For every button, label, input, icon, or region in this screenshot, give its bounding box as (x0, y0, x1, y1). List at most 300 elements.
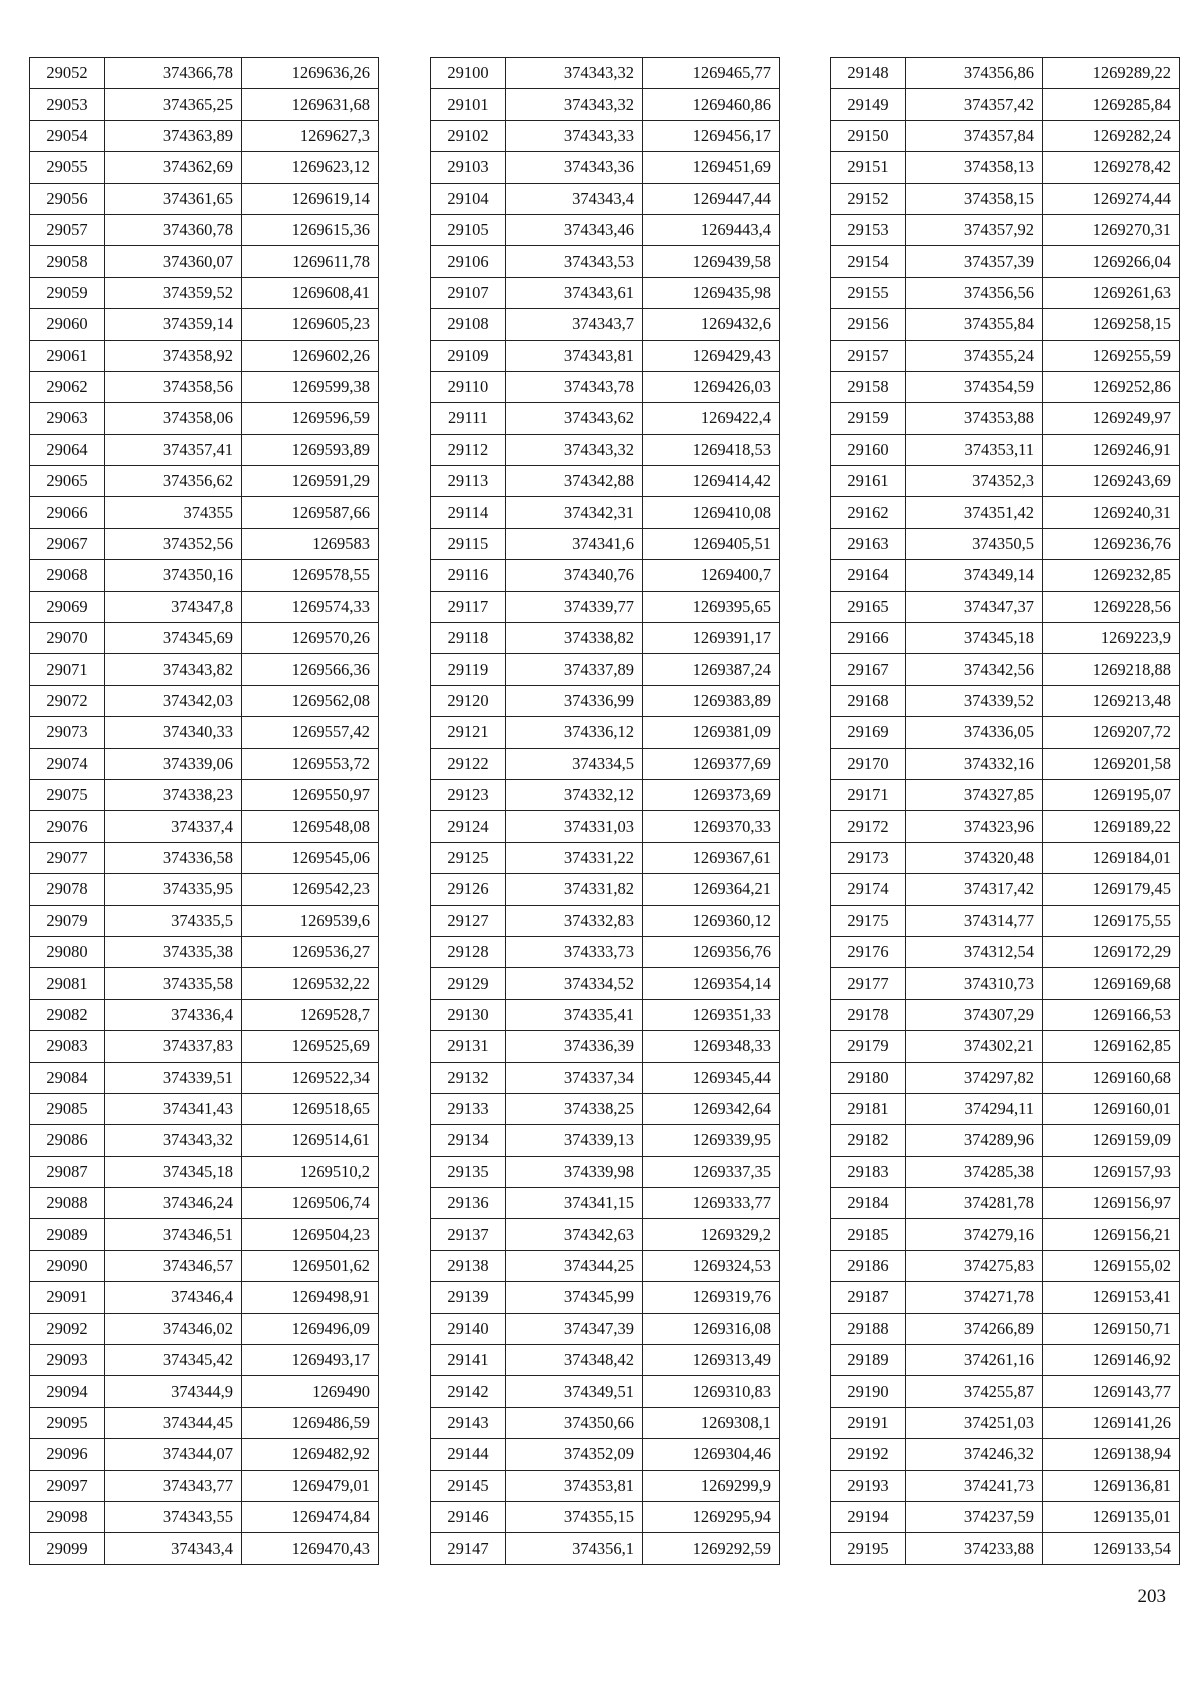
x-coordinate-cell: 374271,78 (906, 1282, 1043, 1313)
coordinate-table-1 (29, 57, 379, 1565)
table-row (30, 905, 379, 936)
x-coordinate-cell: 374351,42 (906, 497, 1043, 528)
x-coordinate-cell: 374346,4 (105, 1282, 242, 1313)
y-coordinate-cell: 1269528,7 (242, 999, 379, 1030)
point-number-cell: 29176 (831, 936, 906, 967)
x-coordinate-cell: 374307,29 (906, 999, 1043, 1030)
table-row (831, 1156, 1180, 1187)
x-coordinate-cell: 374346,51 (105, 1219, 242, 1250)
y-coordinate-cell: 1269308,1 (643, 1407, 780, 1438)
point-number-cell: 29128 (431, 936, 506, 967)
x-coordinate-cell: 374346,57 (105, 1250, 242, 1281)
y-coordinate-cell: 1269623,12 (242, 152, 379, 183)
table-row (30, 183, 379, 214)
y-coordinate-cell: 1269410,08 (643, 497, 780, 528)
y-coordinate-cell: 1269501,62 (242, 1250, 379, 1281)
x-coordinate-cell: 374241,73 (906, 1470, 1043, 1501)
x-coordinate-cell: 374261,16 (906, 1345, 1043, 1376)
table-row (831, 1501, 1180, 1532)
x-coordinate-cell: 374340,33 (105, 717, 242, 748)
point-number-cell: 29108 (431, 309, 506, 340)
point-number-cell: 29110 (431, 371, 506, 402)
point-number-cell: 29089 (30, 1219, 105, 1250)
x-coordinate-cell: 374347,39 (506, 1313, 643, 1344)
table-row (831, 277, 1180, 308)
point-number-cell: 29096 (30, 1439, 105, 1470)
point-number-cell: 29165 (831, 591, 906, 622)
point-number-cell: 29145 (431, 1470, 506, 1501)
x-coordinate-cell: 374359,52 (105, 277, 242, 308)
x-coordinate-cell: 374334,52 (506, 968, 643, 999)
table-row (431, 152, 780, 183)
point-number-cell: 29077 (30, 842, 105, 873)
y-coordinate-cell: 1269364,21 (643, 874, 780, 905)
point-number-cell: 29135 (431, 1156, 506, 1187)
x-coordinate-cell: 374343,61 (506, 277, 643, 308)
point-number-cell: 29075 (30, 779, 105, 810)
x-coordinate-cell: 374337,34 (506, 1062, 643, 1093)
point-number-cell: 29160 (831, 434, 906, 465)
point-number-cell: 29136 (431, 1188, 506, 1219)
point-number-cell: 29151 (831, 152, 906, 183)
y-coordinate-cell: 1269304,46 (643, 1439, 780, 1470)
y-coordinate-cell: 1269175,55 (1043, 905, 1180, 936)
x-coordinate-cell: 374344,07 (105, 1439, 242, 1470)
table-row (831, 58, 1180, 89)
table-row (831, 936, 1180, 967)
point-number-cell: 29072 (30, 685, 105, 716)
table-row (831, 968, 1180, 999)
point-number-cell: 29172 (831, 811, 906, 842)
x-coordinate-cell: 374360,07 (105, 246, 242, 277)
table-row (30, 371, 379, 402)
point-number-cell: 29059 (30, 277, 105, 308)
y-coordinate-cell: 1269266,04 (1043, 246, 1180, 277)
table-row (30, 120, 379, 151)
x-coordinate-cell: 374341,15 (506, 1188, 643, 1219)
table-row (30, 748, 379, 779)
table-row (30, 214, 379, 245)
table-row (831, 779, 1180, 810)
table-row (831, 434, 1180, 465)
table-row (30, 717, 379, 748)
y-coordinate-cell: 1269545,06 (242, 842, 379, 873)
x-coordinate-cell: 374343,55 (105, 1501, 242, 1532)
table-row (431, 497, 780, 528)
x-coordinate-cell: 374356,62 (105, 466, 242, 497)
y-coordinate-cell: 1269159,09 (1043, 1125, 1180, 1156)
x-coordinate-cell: 374362,69 (105, 152, 242, 183)
point-number-cell: 29093 (30, 1345, 105, 1376)
x-coordinate-cell: 374336,12 (506, 717, 643, 748)
point-number-cell: 29183 (831, 1156, 906, 1187)
point-number-cell: 29171 (831, 779, 906, 810)
table-row (831, 1219, 1180, 1250)
point-number-cell: 29155 (831, 277, 906, 308)
point-number-cell: 29147 (431, 1533, 506, 1564)
y-coordinate-cell: 1269608,41 (242, 277, 379, 308)
y-coordinate-cell: 1269619,14 (242, 183, 379, 214)
point-number-cell: 29064 (30, 434, 105, 465)
point-number-cell: 29178 (831, 999, 906, 1030)
x-coordinate-cell: 374366,78 (105, 58, 242, 89)
y-coordinate-cell: 1269223,9 (1043, 623, 1180, 654)
point-number-cell: 29099 (30, 1533, 105, 1564)
table-row (831, 654, 1180, 685)
x-coordinate-cell: 374343,77 (105, 1470, 242, 1501)
point-number-cell: 29129 (431, 968, 506, 999)
point-number-cell: 29116 (431, 560, 506, 591)
x-coordinate-cell: 374335,58 (105, 968, 242, 999)
x-coordinate-cell: 374331,03 (506, 811, 643, 842)
table-row (831, 528, 1180, 559)
x-coordinate-cell: 374358,56 (105, 371, 242, 402)
y-coordinate-cell: 1269574,33 (242, 591, 379, 622)
x-coordinate-cell: 374349,14 (906, 560, 1043, 591)
x-coordinate-cell: 374354,59 (906, 371, 1043, 402)
y-coordinate-cell: 1269299,9 (643, 1470, 780, 1501)
point-number-cell: 29170 (831, 748, 906, 779)
y-coordinate-cell: 1269160,68 (1043, 1062, 1180, 1093)
y-coordinate-cell: 1269447,44 (643, 183, 780, 214)
point-number-cell: 29082 (30, 999, 105, 1030)
point-number-cell: 29159 (831, 403, 906, 434)
table-row (30, 1188, 379, 1219)
x-coordinate-cell: 374357,84 (906, 120, 1043, 151)
point-number-cell: 29187 (831, 1282, 906, 1313)
x-coordinate-cell: 374338,25 (506, 1093, 643, 1124)
x-coordinate-cell: 374289,96 (906, 1125, 1043, 1156)
y-coordinate-cell: 1269587,66 (242, 497, 379, 528)
table-row (30, 811, 379, 842)
x-coordinate-cell: 374360,78 (105, 214, 242, 245)
x-coordinate-cell: 374337,83 (105, 1031, 242, 1062)
table-row (431, 1533, 780, 1564)
x-coordinate-cell: 374343,36 (506, 152, 643, 183)
point-number-cell: 29101 (431, 89, 506, 120)
x-coordinate-cell: 374314,77 (906, 905, 1043, 936)
point-number-cell: 29103 (431, 152, 506, 183)
table-row (831, 1031, 1180, 1062)
x-coordinate-cell: 374353,81 (506, 1470, 643, 1501)
table-row (431, 591, 780, 622)
point-number-cell: 29120 (431, 685, 506, 716)
y-coordinate-cell: 1269429,43 (643, 340, 780, 371)
x-coordinate-cell: 374343,7 (506, 309, 643, 340)
y-coordinate-cell: 1269345,44 (643, 1062, 780, 1093)
table-row (30, 403, 379, 434)
point-number-cell: 29062 (30, 371, 105, 402)
y-coordinate-cell: 1269153,41 (1043, 1282, 1180, 1313)
point-number-cell: 29137 (431, 1219, 506, 1250)
x-coordinate-cell: 374312,54 (906, 936, 1043, 967)
point-number-cell: 29193 (831, 1470, 906, 1501)
y-coordinate-cell: 1269319,76 (643, 1282, 780, 1313)
point-number-cell: 29143 (431, 1407, 506, 1438)
y-coordinate-cell: 1269162,85 (1043, 1031, 1180, 1062)
y-coordinate-cell: 1269422,4 (643, 403, 780, 434)
table-row (431, 1376, 780, 1407)
page-number: 203 (1137, 1586, 1166, 1607)
table-row (30, 560, 379, 591)
x-coordinate-cell: 374343,81 (506, 340, 643, 371)
point-number-cell: 29158 (831, 371, 906, 402)
point-number-cell: 29107 (431, 277, 506, 308)
y-coordinate-cell: 1269377,69 (643, 748, 780, 779)
table-row (431, 403, 780, 434)
point-number-cell: 29065 (30, 466, 105, 497)
table-row (431, 1062, 780, 1093)
table-row (831, 1407, 1180, 1438)
point-number-cell: 29141 (431, 1345, 506, 1376)
table-row (831, 497, 1180, 528)
table-row (431, 874, 780, 905)
x-coordinate-cell: 374336,4 (105, 999, 242, 1030)
y-coordinate-cell: 1269381,09 (643, 717, 780, 748)
y-coordinate-cell: 1269285,84 (1043, 89, 1180, 120)
y-coordinate-cell: 1269627,3 (242, 120, 379, 151)
table-row (30, 434, 379, 465)
y-coordinate-cell: 1269578,55 (242, 560, 379, 591)
point-number-cell: 29055 (30, 152, 105, 183)
y-coordinate-cell: 1269258,15 (1043, 309, 1180, 340)
point-number-cell: 29104 (431, 183, 506, 214)
x-coordinate-cell: 374335,38 (105, 936, 242, 967)
table-row (431, 1125, 780, 1156)
x-coordinate-cell: 374343,53 (506, 246, 643, 277)
y-coordinate-cell: 1269166,53 (1043, 999, 1180, 1030)
point-number-cell: 29149 (831, 89, 906, 120)
point-number-cell: 29086 (30, 1125, 105, 1156)
table-row (431, 1407, 780, 1438)
x-coordinate-cell: 374345,69 (105, 623, 242, 654)
x-coordinate-cell: 374343,32 (105, 1125, 242, 1156)
y-coordinate-cell: 1269324,53 (643, 1250, 780, 1281)
x-coordinate-cell: 374358,13 (906, 152, 1043, 183)
table-row (831, 874, 1180, 905)
y-coordinate-cell: 1269599,38 (242, 371, 379, 402)
x-coordinate-cell: 374339,51 (105, 1062, 242, 1093)
y-coordinate-cell: 1269156,21 (1043, 1219, 1180, 1250)
point-number-cell: 29069 (30, 591, 105, 622)
point-number-cell: 29148 (831, 58, 906, 89)
point-number-cell: 29182 (831, 1125, 906, 1156)
y-coordinate-cell: 1269522,34 (242, 1062, 379, 1093)
table-row (831, 246, 1180, 277)
point-number-cell: 29088 (30, 1188, 105, 1219)
point-number-cell: 29133 (431, 1093, 506, 1124)
table-row (831, 214, 1180, 245)
table-row (431, 214, 780, 245)
point-number-cell: 29105 (431, 214, 506, 245)
x-coordinate-cell: 374363,89 (105, 120, 242, 151)
y-coordinate-cell: 1269570,26 (242, 623, 379, 654)
x-coordinate-cell: 374339,52 (906, 685, 1043, 716)
y-coordinate-cell: 1269370,33 (643, 811, 780, 842)
table-row (831, 1250, 1180, 1281)
y-coordinate-cell: 1269506,74 (242, 1188, 379, 1219)
x-coordinate-cell: 374338,23 (105, 779, 242, 810)
table-row (831, 623, 1180, 654)
point-number-cell: 29152 (831, 183, 906, 214)
y-coordinate-cell: 1269451,69 (643, 152, 780, 183)
y-coordinate-cell: 1269562,08 (242, 685, 379, 716)
y-coordinate-cell: 1269228,56 (1043, 591, 1180, 622)
point-number-cell: 29127 (431, 905, 506, 936)
x-coordinate-cell: 374327,85 (906, 779, 1043, 810)
table-row (30, 1250, 379, 1281)
x-coordinate-cell: 374281,78 (906, 1188, 1043, 1219)
table-row (30, 1219, 379, 1250)
y-coordinate-cell: 1269360,12 (643, 905, 780, 936)
coordinate-table-2 (430, 57, 780, 1565)
x-coordinate-cell: 374357,39 (906, 246, 1043, 277)
x-coordinate-cell: 374344,9 (105, 1376, 242, 1407)
point-number-cell: 29106 (431, 246, 506, 277)
x-coordinate-cell: 374337,4 (105, 811, 242, 842)
table-row (831, 1093, 1180, 1124)
y-coordinate-cell: 1269310,83 (643, 1376, 780, 1407)
point-number-cell: 29134 (431, 1125, 506, 1156)
point-number-cell: 29117 (431, 591, 506, 622)
table-row (431, 1093, 780, 1124)
y-coordinate-cell: 1269496,09 (242, 1313, 379, 1344)
x-coordinate-cell: 374233,88 (906, 1533, 1043, 1564)
point-number-cell: 29058 (30, 246, 105, 277)
x-coordinate-cell: 374343,4 (506, 183, 643, 214)
point-number-cell: 29189 (831, 1345, 906, 1376)
point-number-cell: 29123 (431, 779, 506, 810)
y-coordinate-cell: 1269278,42 (1043, 152, 1180, 183)
table-row (30, 1533, 379, 1564)
table-row (831, 340, 1180, 371)
point-number-cell: 29119 (431, 654, 506, 685)
table-row (831, 403, 1180, 434)
x-coordinate-cell: 374297,82 (906, 1062, 1043, 1093)
table-row (30, 1313, 379, 1344)
table-row (831, 371, 1180, 402)
y-coordinate-cell: 1269596,59 (242, 403, 379, 434)
table-row (831, 999, 1180, 1030)
point-number-cell: 29068 (30, 560, 105, 591)
point-number-cell: 29052 (30, 58, 105, 89)
table-row (431, 999, 780, 1030)
y-coordinate-cell: 1269218,88 (1043, 654, 1180, 685)
table-row (431, 936, 780, 967)
point-number-cell: 29174 (831, 874, 906, 905)
table-row (30, 1345, 379, 1376)
y-coordinate-cell: 1269282,24 (1043, 120, 1180, 151)
x-coordinate-cell: 374334,5 (506, 748, 643, 779)
point-number-cell: 29087 (30, 1156, 105, 1187)
table-row (831, 1533, 1180, 1564)
point-number-cell: 29140 (431, 1313, 506, 1344)
x-coordinate-cell: 374310,73 (906, 968, 1043, 999)
y-coordinate-cell: 1269400,7 (643, 560, 780, 591)
y-coordinate-cell: 1269252,86 (1043, 371, 1180, 402)
table-row (30, 1093, 379, 1124)
table-row (831, 1062, 1180, 1093)
y-coordinate-cell: 1269160,01 (1043, 1093, 1180, 1124)
x-coordinate-cell: 374246,32 (906, 1439, 1043, 1470)
y-coordinate-cell: 1269201,58 (1043, 748, 1180, 779)
x-coordinate-cell: 374347,8 (105, 591, 242, 622)
y-coordinate-cell: 1269157,93 (1043, 1156, 1180, 1187)
point-number-cell: 29138 (431, 1250, 506, 1281)
point-number-cell: 29115 (431, 528, 506, 559)
point-number-cell: 29179 (831, 1031, 906, 1062)
point-number-cell: 29125 (431, 842, 506, 873)
y-coordinate-cell: 1269316,08 (643, 1313, 780, 1344)
point-number-cell: 29084 (30, 1062, 105, 1093)
point-number-cell: 29122 (431, 748, 506, 779)
table-row (831, 120, 1180, 151)
table-row (431, 623, 780, 654)
y-coordinate-cell: 1269138,94 (1043, 1439, 1180, 1470)
point-number-cell: 29181 (831, 1093, 906, 1124)
x-coordinate-cell: 374347,37 (906, 591, 1043, 622)
table-row (431, 528, 780, 559)
x-coordinate-cell: 374350,5 (906, 528, 1043, 559)
point-number-cell: 29060 (30, 309, 105, 340)
table-row (431, 466, 780, 497)
point-number-cell: 29162 (831, 497, 906, 528)
table-row (30, 309, 379, 340)
table-row (431, 779, 780, 810)
x-coordinate-cell: 374345,18 (105, 1156, 242, 1187)
y-coordinate-cell: 1269465,77 (643, 58, 780, 89)
coordinate-table-3 (830, 57, 1180, 1565)
y-coordinate-cell: 1269354,14 (643, 968, 780, 999)
y-coordinate-cell: 1269418,53 (643, 434, 780, 465)
x-coordinate-cell: 374266,89 (906, 1313, 1043, 1344)
table-row (30, 936, 379, 967)
x-coordinate-cell: 374339,98 (506, 1156, 643, 1187)
y-coordinate-cell: 1269333,77 (643, 1188, 780, 1219)
x-coordinate-cell: 374335,41 (506, 999, 643, 1030)
x-coordinate-cell: 374302,21 (906, 1031, 1043, 1062)
x-coordinate-cell: 374341,43 (105, 1093, 242, 1124)
x-coordinate-cell: 374323,96 (906, 811, 1043, 842)
y-coordinate-cell: 1269504,23 (242, 1219, 379, 1250)
table-row (30, 246, 379, 277)
x-coordinate-cell: 374341,6 (506, 528, 643, 559)
y-coordinate-cell: 1269133,54 (1043, 1533, 1180, 1564)
table-row (30, 528, 379, 559)
table-row (30, 1282, 379, 1313)
table-row (431, 246, 780, 277)
point-number-cell: 29092 (30, 1313, 105, 1344)
y-coordinate-cell: 1269611,78 (242, 246, 379, 277)
point-number-cell: 29063 (30, 403, 105, 434)
point-number-cell: 29111 (431, 403, 506, 434)
x-coordinate-cell: 374365,25 (105, 89, 242, 120)
point-number-cell: 29112 (431, 434, 506, 465)
y-coordinate-cell: 1269179,45 (1043, 874, 1180, 905)
x-coordinate-cell: 374342,03 (105, 685, 242, 716)
x-coordinate-cell: 374355,15 (506, 1501, 643, 1532)
y-coordinate-cell: 1269566,36 (242, 654, 379, 685)
x-coordinate-cell: 374355,84 (906, 309, 1043, 340)
table-row (831, 89, 1180, 120)
point-number-cell: 29098 (30, 1501, 105, 1532)
x-coordinate-cell: 374349,51 (506, 1376, 643, 1407)
y-coordinate-cell: 1269605,23 (242, 309, 379, 340)
x-coordinate-cell: 374237,59 (906, 1501, 1043, 1532)
point-number-cell: 29079 (30, 905, 105, 936)
y-coordinate-cell: 1269146,92 (1043, 1345, 1180, 1376)
x-coordinate-cell: 374355,24 (906, 340, 1043, 371)
